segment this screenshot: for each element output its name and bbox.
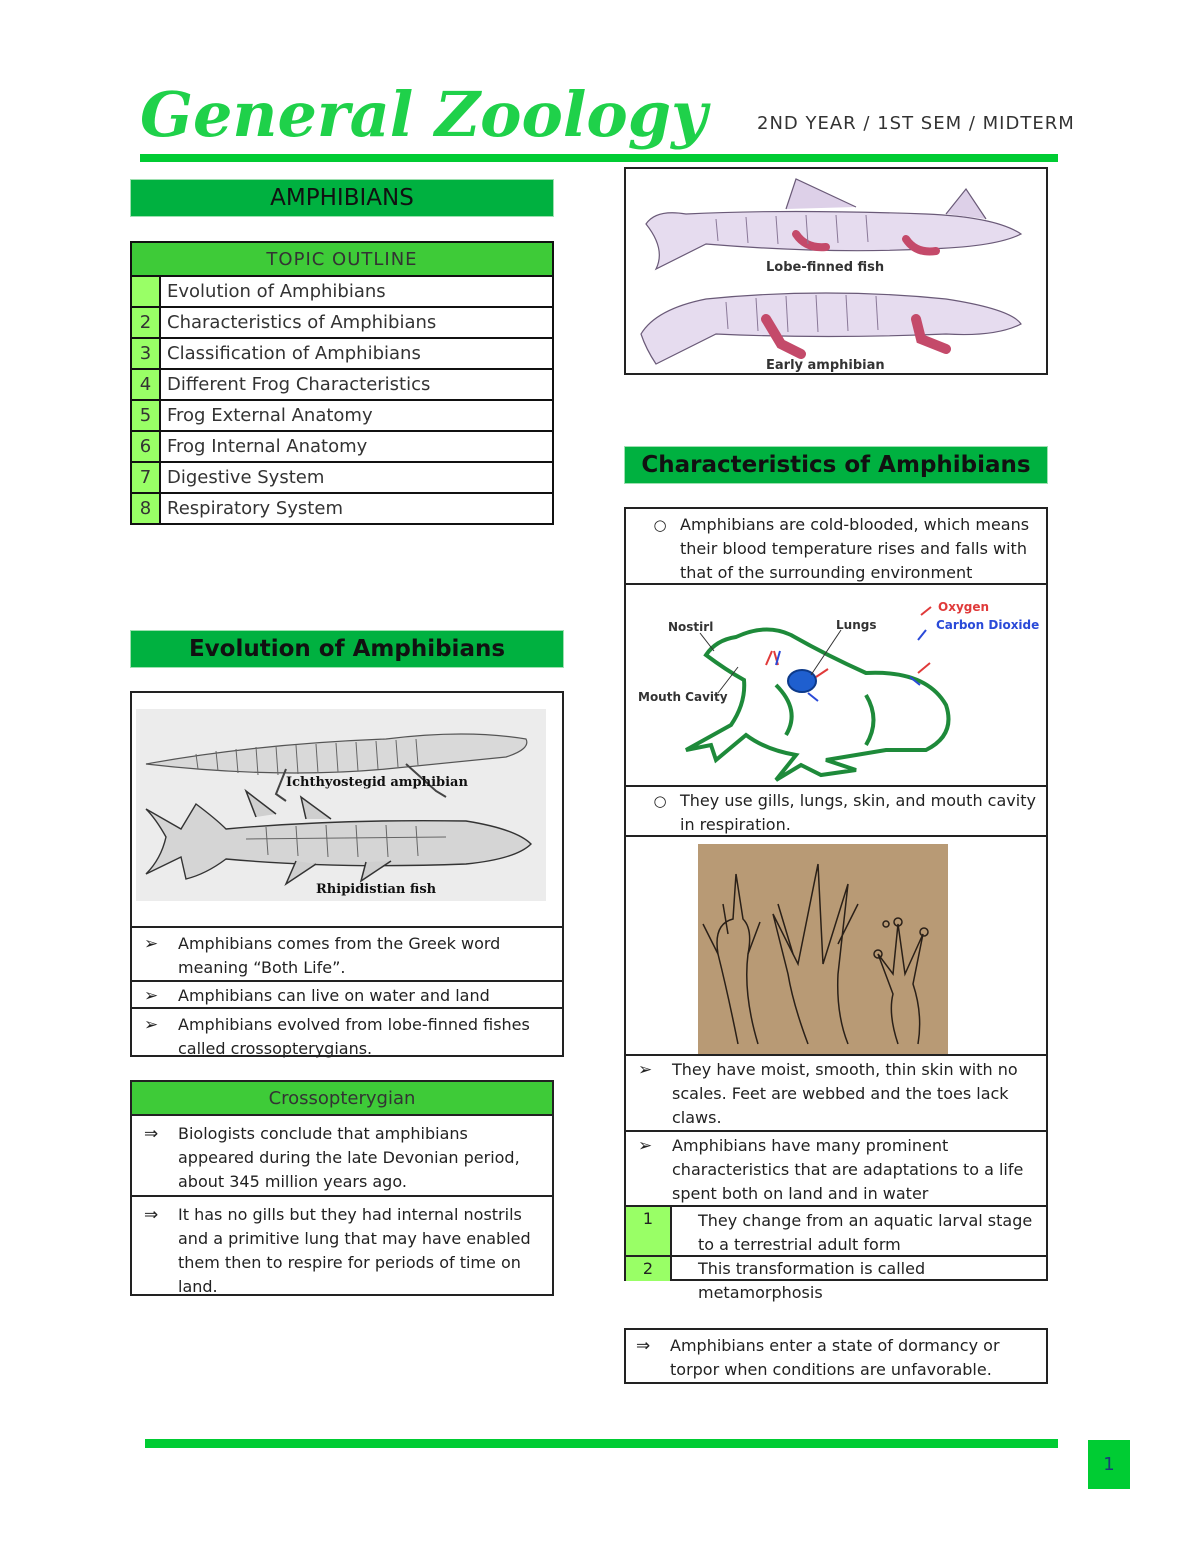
arrow-bullet-icon: ➢ <box>144 986 159 1006</box>
outline-label: Characteristics of Amphibians <box>160 307 553 338</box>
frog-feet-image <box>626 835 1046 1054</box>
outline-num: 2 <box>131 307 160 338</box>
ichthyostegid-label: Ichthyostegid amphibian <box>286 775 468 790</box>
circle-bullet-icon: ○ <box>653 516 667 534</box>
row-number: 2 <box>626 1257 672 1281</box>
topic-outline-heading: TOPIC OUTLINE <box>131 242 553 276</box>
dormancy-box <box>624 1328 1048 1384</box>
outline-label: Different Frog Characteristics <box>160 369 553 400</box>
lobe-finned-label: Lobe-finned fish <box>766 260 885 275</box>
bullet-item: ➢ Amphibians comes from the Greek word meaning “Both Life”. <box>144 934 501 977</box>
outline-row <box>131 338 553 369</box>
arrow-bullet-icon: ➢ <box>638 1136 653 1156</box>
early-amphibian-label: Early amphibian <box>766 358 885 373</box>
crossopterygian-point: ⇒ Biologists conclude that amphibians appeared during the late Devonian period, about 345 million years ago. <box>144 1124 520 1191</box>
co2-label: Carbon Dioxide <box>936 618 1040 632</box>
evolution-bullets <box>132 926 562 1059</box>
outline-num <box>131 276 160 307</box>
double-arrow-icon: ⇒ <box>144 1124 159 1144</box>
arrow-bullet-icon: ➢ <box>144 1015 159 1035</box>
outline-label: Digestive System <box>160 462 553 493</box>
fish-evolution-image <box>624 167 1048 375</box>
outline-num: 5 <box>131 400 160 431</box>
outline-num: 4 <box>131 369 160 400</box>
evolution-heading: Evolution of Amphibians <box>130 630 564 668</box>
bullet-item: ➢ Amphibians evolved from lobe-finned fishes called crossopterygians. <box>132 1007 562 1059</box>
footer-divider <box>145 1439 1058 1448</box>
lungs-label: Lungs <box>836 618 877 632</box>
double-arrow-icon: ⇒ <box>636 1336 651 1356</box>
outline-row <box>131 431 553 462</box>
outline-row <box>131 493 553 524</box>
outline-row <box>131 276 553 307</box>
characteristics-heading: Characteristics of Amphibians <box>624 446 1048 484</box>
outline-row <box>131 400 553 431</box>
outline-num: 6 <box>131 431 160 462</box>
crossopterygian-heading: Crossopterygian <box>132 1082 552 1116</box>
bullet-item: ➢ Amphibians can live on water and land <box>132 980 562 1007</box>
outline-row <box>131 462 553 493</box>
oxygen-label: Oxygen <box>938 600 990 614</box>
outline-num: 8 <box>131 493 160 524</box>
fossil-illustration <box>136 709 546 901</box>
rhipidistian-label: Rhipidistian fish <box>316 882 437 897</box>
outline-label: Classification of Amphibians <box>160 338 553 369</box>
nostril-label: Nostirl <box>668 620 714 634</box>
crossopterygian-point: ⇒ It has no gills but they had internal nostrils and a primitive lung that may have enabled them then to respire for periods of time on land. <box>132 1195 552 1296</box>
cold-blooded-item: ○ Amphibians are cold-blooded, which means their blood temperature rises and falls with that of the surrounding environment <box>626 509 1046 583</box>
outline-row <box>131 307 553 338</box>
outline-label: Frog External Anatomy <box>160 400 553 431</box>
evolution-box <box>130 691 564 1057</box>
page-number: 1 <box>1088 1440 1130 1489</box>
arrow-bullet-icon: ➢ <box>638 1060 653 1080</box>
double-arrow-icon: ⇒ <box>144 1205 159 1225</box>
topic-outline-table <box>130 241 554 525</box>
outline-num: 3 <box>131 338 160 369</box>
outline-num: 7 <box>131 462 160 493</box>
row-number: 1 <box>626 1207 672 1255</box>
amphibians-heading: AMPHIBIANS <box>130 179 554 217</box>
outline-label: Evolution of Amphibians <box>160 276 553 307</box>
circle-bullet-icon: ○ <box>653 792 667 810</box>
skin-item: ➢ They have moist, smooth, thin skin with no scales. Feet are webbed and the toes lack claws. <box>626 1054 1046 1130</box>
crossopterygian-box <box>130 1080 554 1296</box>
outline-label: Respiratory System <box>160 493 553 524</box>
numbered-row: 2 This transformation is called metamorphosis <box>626 1255 1046 1281</box>
numbered-row: 1 They change from an aquatic larval stage to a terrestrial adult form <box>626 1205 1046 1255</box>
dormancy-item: ⇒ Amphibians enter a state of dormancy or torpor when conditions are unfavorable. <box>636 1336 1000 1379</box>
outline-label: Frog Internal Anatomy <box>160 431 553 462</box>
page-title: General Zoology <box>140 78 708 151</box>
page-subtitle: 2ND YEAR / 1ST SEM / MIDTERM <box>757 113 1075 134</box>
arrow-bullet-icon: ➢ <box>144 934 159 954</box>
outline-row <box>131 369 553 400</box>
prominent-item: ➢ Amphibians have many prominent characteristics that are adaptations to a life spent both on land and in water <box>626 1130 1046 1205</box>
frog-respiration-diagram <box>626 583 1046 785</box>
respiration-item: ○ They use gills, lungs, skin, and mouth cavity in respiration. <box>626 785 1046 835</box>
mouth-cavity-label: Mouth Cavity <box>638 690 728 704</box>
header-divider <box>140 154 1058 162</box>
characteristics-box <box>624 507 1048 1302</box>
